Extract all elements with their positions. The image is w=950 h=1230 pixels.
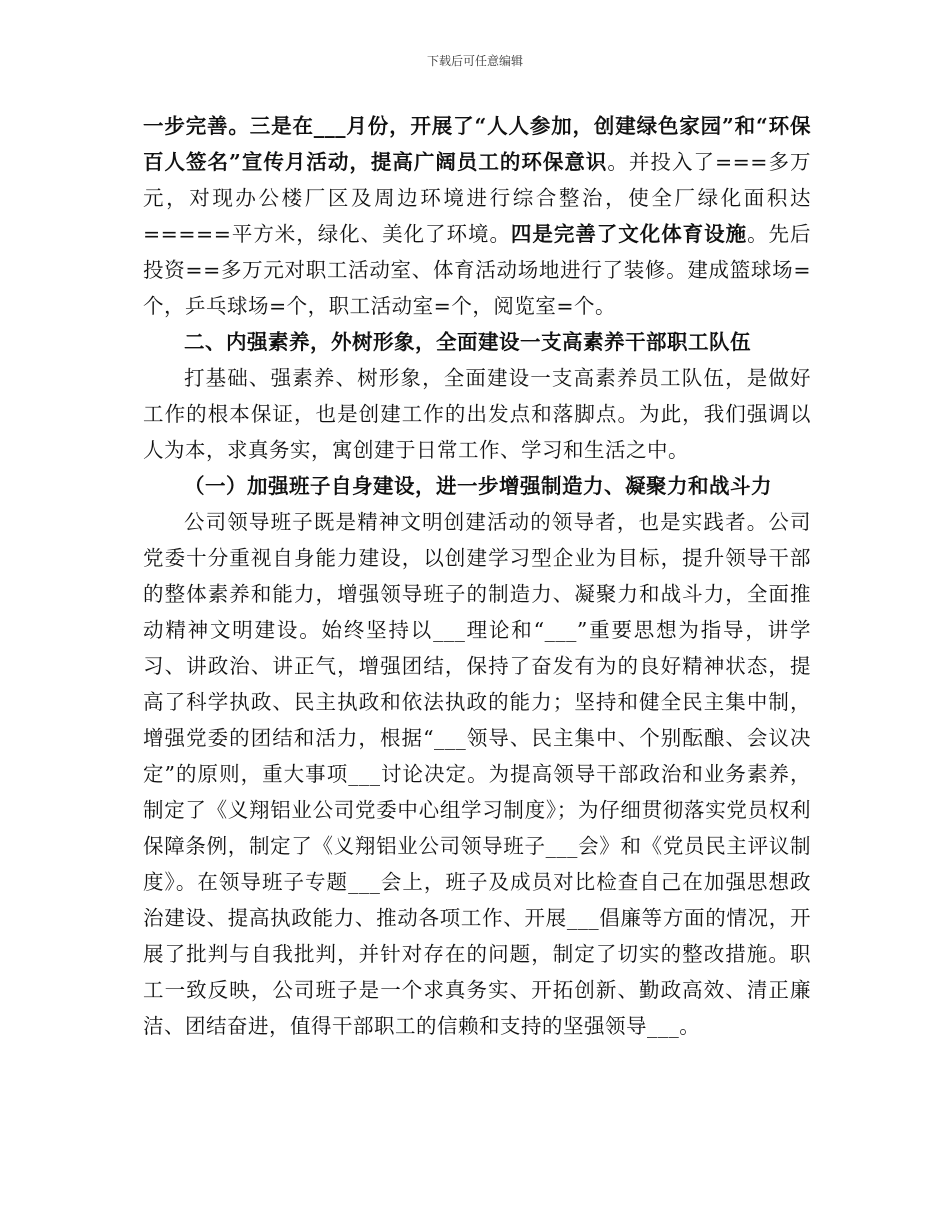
bold-phrase-environment: 一步完善。三是在___月份，开展了“人人参加，创建绿色家园”和“环保百人签名”宣传月活动，提高广阔员工的环保意识 (143, 114, 811, 174)
paragraph: 打基础、强素养、树形象，全面建设一支高素养员工队伍，是做好工作的根本保证，也是创建工作的出发点和落脚点。为此，我们强调以人为本，求真务实，寓创建于日常工作、学习和生活之中。 (143, 366, 811, 462)
text-run: 。并投入了===多万元，对现办公楼厂区及周边环境进行综合整治，使全厂绿化面积达=====平方米，绿化、美化了环境。 (143, 150, 811, 246)
subsection-heading: （一）加强班子自身建设，进一步增强制造力、凝聚力和战斗力 (184, 474, 772, 498)
section-heading: 二、内强素养，外树形象，全面建设一支高素养干部职工队伍 (184, 330, 751, 354)
paragraph-continued (143, 108, 811, 324)
text-run: 。先后投资==多万元对职工活动室、体育活动场地进行了装修。建成篮球场=个，乒乓球场=个，职工活动室=个，阅览室=个。 (143, 222, 811, 318)
bold-phrase-facilities: 四是完善了文化体育设施 (510, 222, 748, 246)
document-body (143, 108, 811, 1044)
page-header: 下载后可任意编辑 (426, 54, 523, 68)
paragraph: 公司领导班子既是精神文明创建活动的领导者，也是实践者。公司党委十分重视自身能力建设，以创建学习型企业为目标，提升领导干部的整体素养和能力，增强领导班子的制造力、凝聚力和战斗力，全面推动精神文明建设。始终坚持以___理论和“___”重要思想为指导，讲学习、讲政治、讲正气，增强团结，保持了奋发有为的良好精神状态，提高了科学执政、民主执政和依法执政的能力；坚持和健全民主集中制，增强党委的团结和活力，根据“___领导、民主集中、个别酝酿、会议决定”的原则，重大事项___讨论决定。为提高领导干部政治和业务素养，制定了《义翔铝业公司党委中心组学习制度》；为仔细贯彻落实党员权利保障条例，制定了《义翔铝业公司领导班子___会》和《党员民主评议制度》。在领导班子专题___会上，班子及成员对比检查自己在加强思想政治建设、提高执政能力、推动各项工作、开展___倡廉等方面的情况，开展了批判与自我批判，并针对存在的问题，制定了切实的整改措施。职工一致反映，公司班子是一个求真务实、开拓创新、勤政高效、清正廉洁、团结奋进，值得干部职工的信赖和支持的坚强领导___。 (143, 510, 811, 1038)
